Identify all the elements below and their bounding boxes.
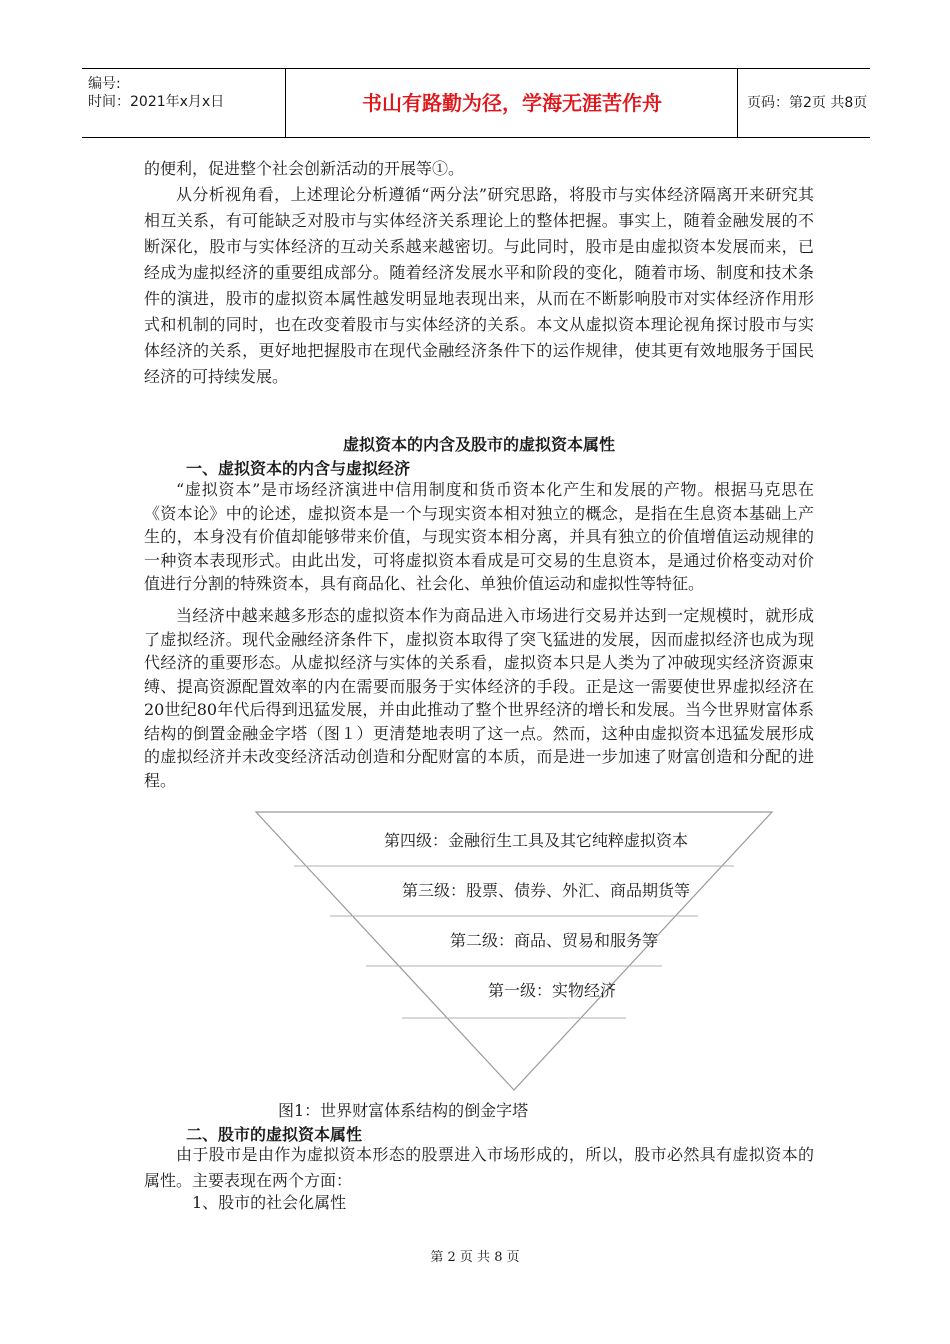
pyramid-level-1: 第一级：实物经济 — [488, 981, 617, 1000]
section-title: 虚拟资本的内含及股市的虚拟资本属性 — [342, 435, 615, 454]
pyramid-shape — [254, 810, 774, 1092]
header-page-info: 页码：第2页 共8页 — [747, 95, 868, 111]
date-line: 时间：2021年x月x日 — [88, 94, 225, 110]
subsection-heading-2: 二、股市的虚拟资本属性 — [186, 1125, 363, 1144]
paragraph-stock-market: 由于股市是由作为虚拟资本形态的股票进入市场形成的，所以，股市必然具有虚拟资本的属性。主要表现在两个方面： — [144, 1145, 814, 1190]
header-meta-cell — [82, 69, 286, 137]
paragraph-virtual-economy: 当经济中越来越多形态的虚拟资本作为商品进入市场进行交易并达到一定规模时，就形成了虚拟经济。现代金融经济条件下，虚拟资本取得了突飞猛进的发展，因而虚拟经济也成为现代经济的重要形态。从虚拟经济与实体的关系看，虚拟资本只是人类为了冲破现实经济资源束缚、提高资源配置效率的内在需要而服务于实体经济的手段。正是这一需要使世界虚拟经济在20世纪80年代后得到迅猛发展，并由此推动了整个世界经济的增长和发展。当今世界财富体系结构的倒置金融金字塔（图１）更清楚地表明了这一点。然而，这种由虚拟资本迅猛发展形成的虚拟经济并未改变经济活动创造和分配财富的本质，而是进一步加速了财富创造和分配的进程。 — [144, 606, 814, 790]
pyramid-level-3: 第三级：股票、债券、外汇、商品期货等 — [402, 881, 691, 900]
pyramid-level-2: 第二级：商品、贸易和服务等 — [450, 931, 659, 950]
doc-number-label: 编号: — [88, 76, 121, 92]
header-motto: 书山有路勤为径，学海无涯苦作舟 — [287, 69, 738, 137]
numbered-item-1: 1、股市的社会化属性 — [192, 1193, 347, 1212]
page-footer: 第 2 页 共 8 页 — [430, 1250, 520, 1265]
subsection-heading-1: 一、虚拟资本的内含与虚拟经济 — [186, 459, 411, 478]
pyramid-level-4: 第四级：金融衍生工具及其它纯粹虚拟资本 — [384, 831, 689, 850]
paragraph-intro-tail: 的便利，促进整个社会创新活动的开展等①。 — [144, 159, 465, 178]
paragraph-perspective: 从分析视角看，上述理论分析遵循“两分法”研究思路，将股市与实体经济隔离开来研究其相互关系，有可能缺乏对股市与实体经济关系理论上的整体把握。事实上，随着金融发展的不断深化，股市与实体经济的互动关系越来越密切。与此同时，股市是由虚拟资本发展而来，已经成为虚拟经济的重要组成部分。随着经济发展水平和阶段的变化，随着市场、制度和技术条件的演进，股市的虚拟资本属性越发明显地表现出来，从而在不断影响股市对实体经济作用形式和机制的同时，也在改变着股市与实体经济的关系。本文从虚拟资本理论视角探讨股市与实体经济的关系，更好地把握股市在现代金融经济条件下的运作规律，使其更有效地服务于国民经济的可持续发展。 — [144, 185, 814, 386]
inverted-pyramid-figure — [254, 810, 774, 1092]
page-header — [82, 68, 870, 138]
figure-caption: 图1：世界财富体系结构的倒金字塔 — [278, 1101, 529, 1120]
paragraph-virtual-capital: “虚拟资本”是市场经济演进中信用制度和货币资本化产生和发展的产物。根据马克思在《资本论》中的论述，虚拟资本是一个与现实资本相对独立的概念，是指在生息资本基础上产生的，本身没有价值却能够带来价值，与现实资本相分离，并具有独立的价值增值运动规律的一种资本表现形式。由此出发，可将虚拟资本看成是可交易的生息资本，是通过价格变动对价值进行分割的特殊资本，具有商品化、社会化、单独价值运动和虚拟性等特征。 — [144, 480, 814, 593]
